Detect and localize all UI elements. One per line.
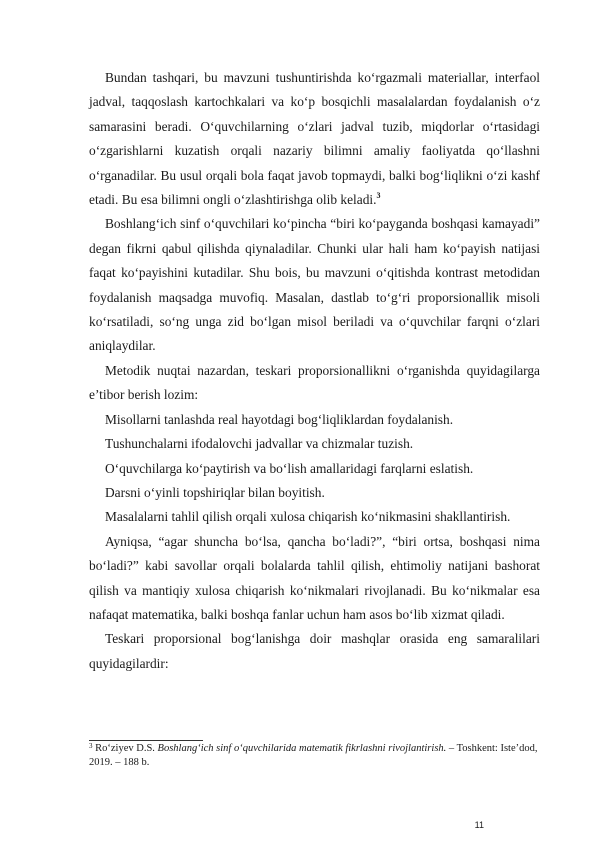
page-body xyxy=(89,66,540,676)
list-item: Masalalarni tahlil qilish orqali xulosa chiqarish ko‘nikmasini shakllantirish. xyxy=(105,509,511,525)
paragraph-contrast-method: Boshlang‘ich sinf o‘quvchilari ko‘pincha “biri ko‘payganda boshqasi kamayadi” degan fikrni qabul qilishda qiynaladilar. Chunki ular hali ham ko‘payish natijasi faqat ko‘payishini kutadilar. Shu bois, bu mavzuni o‘qitishda kontrast metodidan foydalanish maqsadga muvofiq. Masalan, dastlab to‘g‘ri proporsionallik misoli ko‘rsatiladi, so‘ng unga zid bo‘lgan misol beriladi va o‘quvchilar farqni o‘zlari aniqlaydilar. xyxy=(89,216,540,354)
paragraph-intro xyxy=(89,66,540,212)
footnote-reference[interactable]: 3 xyxy=(376,191,381,201)
footnote-author: Ro‘ziyev D.S. xyxy=(95,743,155,754)
footnote-publication: – Toshkent: Iste’dod, 2019. – 188 b. xyxy=(89,743,538,768)
list-item: O‘quvchilarga ko‘paytirish va bo‘lish amallaridagi farqlarni eslatish. xyxy=(105,460,474,476)
footnote-title: Boshlang‘ich sinf o‘quvchilarida matematik fikrlashni rivojlantirish. xyxy=(157,743,447,754)
paragraph-methodical-view: Metodik nuqtai nazardan, teskari proporsionallikni o‘rganishda quyidagilarga e’tibor berish lozim: xyxy=(89,362,540,403)
paragraph-exercises: Teskari proporsional bog‘lanishga doir mashqlar orasida eng samaralilari quyidagilardir: xyxy=(89,631,540,671)
footnote-separator xyxy=(89,740,203,741)
paragraph-text: Bundan tashqari, bu mavzuni tushuntirishda ko‘rgazmali materiallar, interfaol jadval, taqqoslash kartochkalari va ko‘p bosqichli masalalardan foydalanish o‘z samarasini beradi. O‘quvchilarning o‘zlari jadval tuzib, miqdorlar o‘rtasidagi o‘zgarishlarni kuzatish orqali nazariy bilimni amaliy faoliyatda qo‘llashni o‘rganadilar. Bu usul orqali bola faqat javob topmaydi, balki bog‘liqlikni o‘zi kashf etadi. Bu esa bilimni ongli o‘zlashtirishga olib keladi. xyxy=(89,70,540,208)
footnote xyxy=(89,742,540,770)
list-item: Darsni o‘yinli topshiriqlar bilan boyitish. xyxy=(105,484,325,500)
list-item: Tushunchalarni ifodalovchi jadvallar va chizmalar tuzish. xyxy=(105,436,414,452)
paragraph-questions: Ayniqsa, “agar shuncha bo‘lsa, qancha bo‘ladi?”, “biri ortsa, boshqasi nima bo‘ladi?” kabi savollar orqali bolalarda tahlil qilish, ehtimoliy natijani bashorat qilish va mantiqiy xulosa chiqarish ko‘nikmalari rivojlanadi. Bu ko‘nikmalar esa nafaqat matematika, balki boshqa fanlar uchun ham asos bo‘lib xizmat qiladi. xyxy=(89,533,540,622)
footnote-marker: 3 xyxy=(89,742,93,750)
page-number: 11 xyxy=(474,820,484,830)
list-item: Misollarni tanlashda real hayotdagi bog‘liqliklardan foydalanish. xyxy=(105,411,454,427)
